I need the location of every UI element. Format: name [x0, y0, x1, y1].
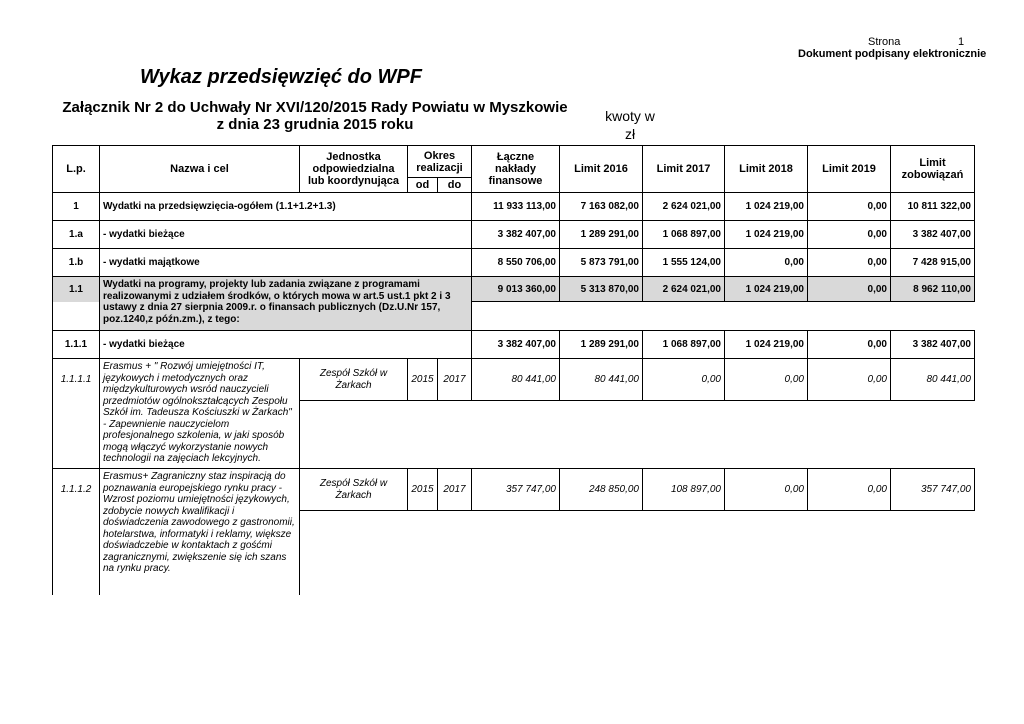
col-lp: L.p.: [53, 146, 100, 193]
page-number: 1: [958, 36, 965, 48]
row-limit-2017: 1 555 124,00: [643, 249, 725, 277]
table-row: [53, 277, 975, 302]
row-lp: 1.1: [53, 277, 100, 302]
row-limit-2018: 0,00: [725, 249, 808, 277]
row-limit-commit: 357 747,00: [891, 469, 975, 511]
row-limit-commit: 3 382 407,00: [891, 331, 975, 359]
units-line-1: kwoty w: [605, 108, 655, 124]
row-limit-2016: 248 850,00: [560, 469, 643, 511]
row-limit-commit: 3 382 407,00: [891, 221, 975, 249]
row-total: 8 550 706,00: [472, 249, 560, 277]
row-unit: Zespół Szkół w Żarkach: [300, 359, 408, 401]
row-name: Erasmus+ Zagraniczny staz inspiracją do poznawania europejskiego rynku pracy - Wzrost poziomu umiejętności językowych, zdobycie nowych kwalifikacji i doświadczenia zawodowego z gastronomii, hotelarstwa, informatyki i reklamy, większe doświadczebie w kontaktach z gośćmi zagranicznymi, zwiększenie się ich szans na rynku pracy.: [100, 469, 300, 595]
row-name: - wydatki bieżące: [100, 221, 472, 249]
table-row: [53, 469, 975, 511]
row-limit-2016: 1 289 291,00: [560, 221, 643, 249]
row-limit-2016: 1 289 291,00: [560, 331, 643, 359]
row-lp: 1.a: [53, 221, 100, 249]
row-limit-2019: 0,00: [808, 469, 891, 511]
row-lp: 1: [53, 193, 100, 221]
row-total: 3 382 407,00: [472, 221, 560, 249]
units-note: [598, 107, 662, 143]
row-lp: 1.1.1: [53, 331, 100, 359]
col-name: Nazwa i cel: [100, 146, 300, 193]
row-total: 80 441,00: [472, 359, 560, 401]
units-line-2: zł: [624, 126, 636, 142]
row-name: Wydatki na przedsięwzięcia-ogółem (1.1+1.2+1.3): [100, 193, 472, 221]
row-name: - wydatki bieżące: [100, 331, 472, 359]
row-limit-2017: 2 624 021,00: [643, 277, 725, 302]
row-limit-2017: 0,00: [643, 359, 725, 401]
row-from: 2015: [408, 469, 438, 511]
row-limit-2019: 0,00: [808, 331, 891, 359]
row-limit-2017: 1 068 897,00: [643, 331, 725, 359]
row-name: Wydatki na programy, projekty lub zadania związane z programami realizowanymi z udziałem środków, o których mowa w art.5 ust.1 pkt 2 i 3 ustawy z dnia 27 sierpnia 2009.r. o finansach publicznych (Dz.U.Nr 157, poz.1240,z późn.zm.), z tego:: [100, 277, 472, 331]
col-to: do: [438, 178, 472, 193]
row-limit-commit: 7 428 915,00: [891, 249, 975, 277]
document-subtitle: [60, 99, 570, 133]
row-limit-commit: 8 962 110,00: [891, 277, 975, 302]
row-limit-2016: 7 163 082,00: [560, 193, 643, 221]
col-total: Łączne nakłady finansowe: [472, 146, 560, 193]
table-row: [53, 193, 975, 221]
col-limit-2016: Limit 2016: [560, 146, 643, 193]
row-limit-2018: 0,00: [725, 469, 808, 511]
row-to: 2017: [438, 469, 472, 511]
row-lp: 1.1.1.2: [53, 469, 100, 511]
row-total: 357 747,00: [472, 469, 560, 511]
row-limit-2016: 5 873 791,00: [560, 249, 643, 277]
row-limit-2019: 0,00: [808, 193, 891, 221]
col-limit-commit: Limit zobowiązań: [891, 146, 975, 193]
row-to: 2017: [438, 359, 472, 401]
row-total: 3 382 407,00: [472, 331, 560, 359]
row-limit-2019: 0,00: [808, 249, 891, 277]
table-row: [53, 221, 975, 249]
col-limit-2017: Limit 2017: [643, 146, 725, 193]
row-limit-commit: 80 441,00: [891, 359, 975, 401]
row-unit: Zespół Szkół w Żarkach: [300, 469, 408, 511]
row-name: Erasmus + " Rozwój umiejętności IT, językowych i metodycznych oraz międzykulturowych wsród nauczycieli przedmiotów ogólnokształcących Zespołu Szkół im. Tadeusza Kościuszki w Żarkach" - Zapewnienie nauczycielom profesjonalnego szkolenia, w jaki sposób mogą włączyć wykorzystanie nowych technologii na zajęciach lekcyjnych.: [100, 359, 300, 469]
page-label: Strona: [868, 36, 901, 48]
row-limit-2018: 1 024 219,00: [725, 221, 808, 249]
row-total: 11 933 113,00: [472, 193, 560, 221]
row-limit-2018: 1 024 219,00: [725, 193, 808, 221]
row-name: - wydatki majątkowe: [100, 249, 472, 277]
row-limit-commit: 10 811 322,00: [891, 193, 975, 221]
col-limit-2019: Limit 2019: [808, 146, 891, 193]
row-lp: 1.b: [53, 249, 100, 277]
col-from: od: [408, 178, 438, 193]
row-total: 9 013 360,00: [472, 277, 560, 302]
row-lp: 1.1.1.1: [53, 359, 100, 401]
subtitle-line-1: Załącznik Nr 2 do Uchwały Nr XVI/120/2015 Rady Powiatu w Myszkowie: [62, 99, 568, 116]
subtitle-line-2: z dnia 23 grudnia 2015 roku: [216, 116, 414, 133]
col-limit-2018: Limit 2018: [725, 146, 808, 193]
row-limit-2018: 1 024 219,00: [725, 277, 808, 302]
table-row: [53, 359, 975, 401]
row-limit-2017: 108 897,00: [643, 469, 725, 511]
row-limit-2019: 0,00: [808, 277, 891, 302]
row-limit-2016: 80 441,00: [560, 359, 643, 401]
table-row: [53, 331, 975, 359]
projects-table: [52, 145, 975, 595]
row-limit-2018: 0,00: [725, 359, 808, 401]
table-row: [53, 249, 975, 277]
row-limit-2019: 0,00: [808, 221, 891, 249]
row-from: 2015: [408, 359, 438, 401]
row-limit-2018: 1 024 219,00: [725, 331, 808, 359]
row-limit-2016: 5 313 870,00: [560, 277, 643, 302]
row-limit-2019: 0,00: [808, 359, 891, 401]
col-period: Okres realizacji: [408, 146, 472, 178]
row-limit-2017: 1 068 897,00: [643, 221, 725, 249]
signed-note: Dokument podpisany elektronicznie: [798, 48, 987, 60]
document-title: Wykaz przedsięwzięć do WPF: [140, 66, 422, 88]
row-limit-2017: 2 624 021,00: [643, 193, 725, 221]
col-unit: Jednostka odpowiedzialna lub koordynująca: [300, 146, 408, 193]
